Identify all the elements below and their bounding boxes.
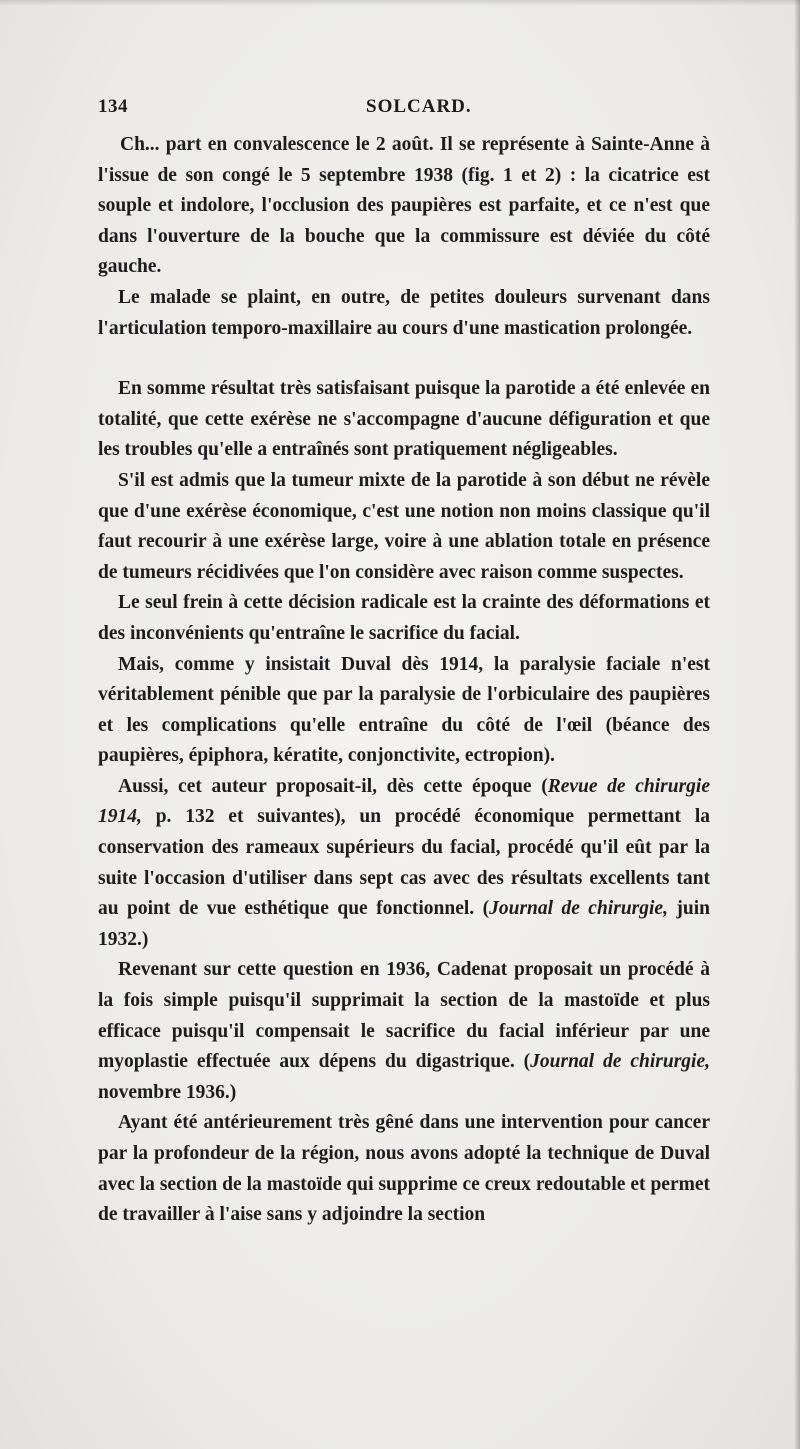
text-span: Aussi, cet auteur proposait-il, dès cette époque ( [118,775,548,797]
text-span: p. 132 et suivantes), un procédé économique permettant la conservation des rameaux supérieurs du facial, procédé qu'il eût par la suite l'occasion d'utiliser dans sept cas avec des résultats excellents tant au point de vue esthétique que fonctionnel. ( [98,806,710,920]
citation-journal: Journal de chirurgie, [530,1051,710,1073]
paragraph-frein: Le seul frein à cette décision radicale est la crainte des déformations et des inconvénients qu'entraîne le sacrifice du facial. [98,592,710,644]
page-edge-shadow [794,0,800,1449]
paragraph-exeresis: S'il est admis que la tumeur mixte de la parotide à son début ne révèle que d'une exérèse économique, c'est une notion non moins classique qu'il faut recourir à une exérèse large, voire à une ablation totale en présence de tumeurs récidivées que l'on considère avec raison comme suspectes. [98,469,710,583]
citation-revue: Revue de chirurgie 1914, [98,775,711,828]
text-span: Revenant sur cette question en 1936, Cadenat proposait un procédé à la fois simple puisqu'il supprimait la section de la mastoïde et plus efficace puisqu'il compensait le sacrifice du facial inférieur par une myoplastie effectuée aux dépens du digastrique. ( [98,959,710,1073]
paragraph-duval: Mais, comme y insistait Duval dès 1914, la paralysie faciale n'est véritablement pénible que par la paralysie de l'orbiculaire des paupières et les complications qu'elle entraîne du côté de l'œil (béance des paupières, épiphora, kératite, conjonctivite, ectropion). [98,653,710,767]
paragraph-cadenat [98,955,710,1108]
text-span: novembre 1936.) [98,1081,237,1103]
text-span: juin 1932.) [98,898,710,950]
paragraph-complaint: Le malade se plaint, en outre, de petites douleurs survenant dans l'articulation temporo-maxillaire au cours d'une mastication prolongée. [98,286,710,339]
page-number: 134 [98,96,128,117]
paragraph-convalescence: Ch... part en convalescence le 2 août. Il se représente à Sainte-Anne à l'issue de son congé le 5 septembre 1938 (fig. 1 et 2) : la cicatrice est souple et indolore, l'occlusion des paupières est parfaite, et ce n'est que dans l'ouverture de la bouche que la commissure est déviée du côté gauche. [98,134,710,278]
body-text [98,130,710,1231]
citation-journal: Journal de chirurgie, [489,898,668,920]
paragraph-procede [98,772,710,956]
running-head: SOLCARD. [366,96,472,117]
paragraph-summary: En somme résultat très satisfaisant puisque la parotide a été enlevée en totalité, que cette exérèse ne s'accompagne d'aucune défiguration et que les troubles qu'elle a entraînés sont pratiquement négligeables. [98,378,710,461]
page-top-shadow [0,0,800,6]
paragraph-technique: Ayant été antérieurement très gêné dans une intervention pour cancer par la profondeur de la région, nous avons adopté la technique de Duval avec la section de la mastoïde qui supprime ce creux redoutable et permet de travailler à l'aise sans y adjoindre la section [98,1112,710,1226]
page-header [98,96,710,126]
